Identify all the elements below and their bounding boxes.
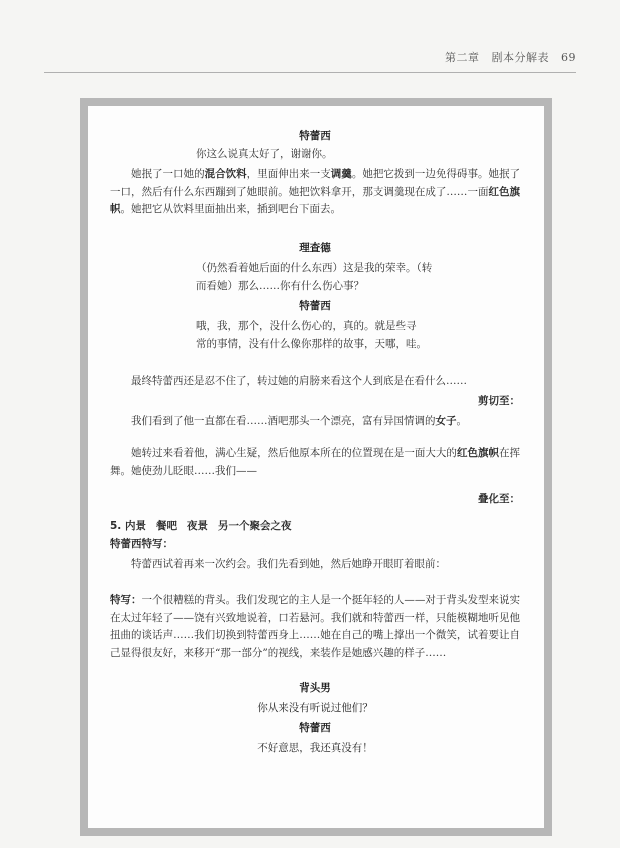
- transition-cut-to: 剪切至：: [478, 395, 520, 407]
- action-paragraph: [110, 166, 520, 219]
- character-name: 特蕾西: [299, 300, 331, 312]
- dialogue-line: 而看她）那么……你有什么伤心事？: [196, 280, 364, 292]
- prop-red-flag: 红色旗帜: [456, 447, 499, 459]
- chapter-title: 剧本分解表: [491, 51, 549, 64]
- scene-number-int: 5. 内景: [110, 520, 146, 532]
- action-text: 。她把它拨到一边免得碍事。她抿了一口，然后有什么东西蹦到了她眼前。她把饮料拿开，那支调羹现在成了……一面: [110, 168, 521, 198]
- dialogue-line: （仍然看着她后面的什么东西）这是我的荣幸。（转: [196, 262, 433, 274]
- closeup-heading: 特蕾西特写：: [110, 538, 173, 550]
- character-woman: 女子: [435, 415, 457, 427]
- action-text: 我们看到了他一直都在看……酒吧那头一个漂亮，富有异国情调的: [131, 415, 436, 427]
- dialogue-line: 你这么说真太好了，谢谢你。: [196, 148, 333, 160]
- dialogue-line: 哦，我，那个，没什么伤心的，真的。就是些寻: [196, 320, 417, 332]
- action-text: 她抿了一口她的: [131, 168, 205, 180]
- dialogue-line: 常的事情，没有什么像你那样的故事，天哪，哇。: [196, 338, 427, 350]
- scene-location: 餐吧: [155, 520, 177, 532]
- action-text: 。: [456, 415, 467, 427]
- action-text: 她转过来看着他，满心生疑，然后他原本所在的位置现在是一面大大的: [131, 447, 457, 459]
- prop-red-flag: 红色旗帜: [110, 185, 521, 215]
- character-name: 特蕾西: [299, 130, 331, 142]
- dialogue-line: 不好意思，我还真没有！: [257, 742, 373, 754]
- prop-mixed-drink: 混合饮料: [204, 168, 247, 180]
- scene-heading: [110, 518, 291, 535]
- prop-spoon: 调羹: [330, 168, 352, 180]
- dialogue-line: 你从来没有听说过他们？: [257, 702, 373, 714]
- closeup-paragraph: [110, 592, 520, 662]
- chapter-label: 第二章: [445, 51, 480, 64]
- script-excerpt: [110, 0, 520, 848]
- action-paragraph: 特蕾西试着再来一次约会。我们先看到她，然后她睁开眼盯着眼前：: [131, 558, 446, 570]
- action-paragraph: [110, 413, 520, 431]
- closeup-text: 一个很糟糕的背头。我们发现它的主人是一个挺年轻的人——对于背头发型来说实在太过年轻了——饶有兴致地说着，口若悬河。我们就和特蕾西一样，只能模糊地听见他扭曲的谈话声……我们切换到特蕾西身上……她在自己的嘴上撑出一个微笑，试着要让自己显得很友好，来移开“那一部分”的视线，来装作是她感兴趣的样子……: [110, 594, 521, 659]
- action-text: ，里面伸出来一支: [246, 168, 331, 180]
- character-name: 理查德: [299, 242, 331, 254]
- action-paragraph: [110, 445, 520, 480]
- action-text: 在挥舞。她使劲儿眨眼……我们——: [110, 447, 521, 477]
- scene-time: 夜景: [186, 520, 208, 532]
- action-paragraph: 最终特蕾西还是忍不住了，转过她的肩膀来看这个人到底是在看什么……: [131, 375, 467, 387]
- character-name: 背头男: [299, 682, 331, 694]
- closeup-label: 特写：: [110, 594, 142, 606]
- scene-description: 另一个聚会之夜: [217, 520, 292, 532]
- character-name: 特蕾西: [299, 722, 331, 734]
- action-text: 。她把它从饮料里面抽出来，插到吧台下面去。: [120, 203, 341, 215]
- page-number: 69: [561, 51, 576, 64]
- transition-dissolve-to: 叠化至：: [478, 493, 520, 505]
